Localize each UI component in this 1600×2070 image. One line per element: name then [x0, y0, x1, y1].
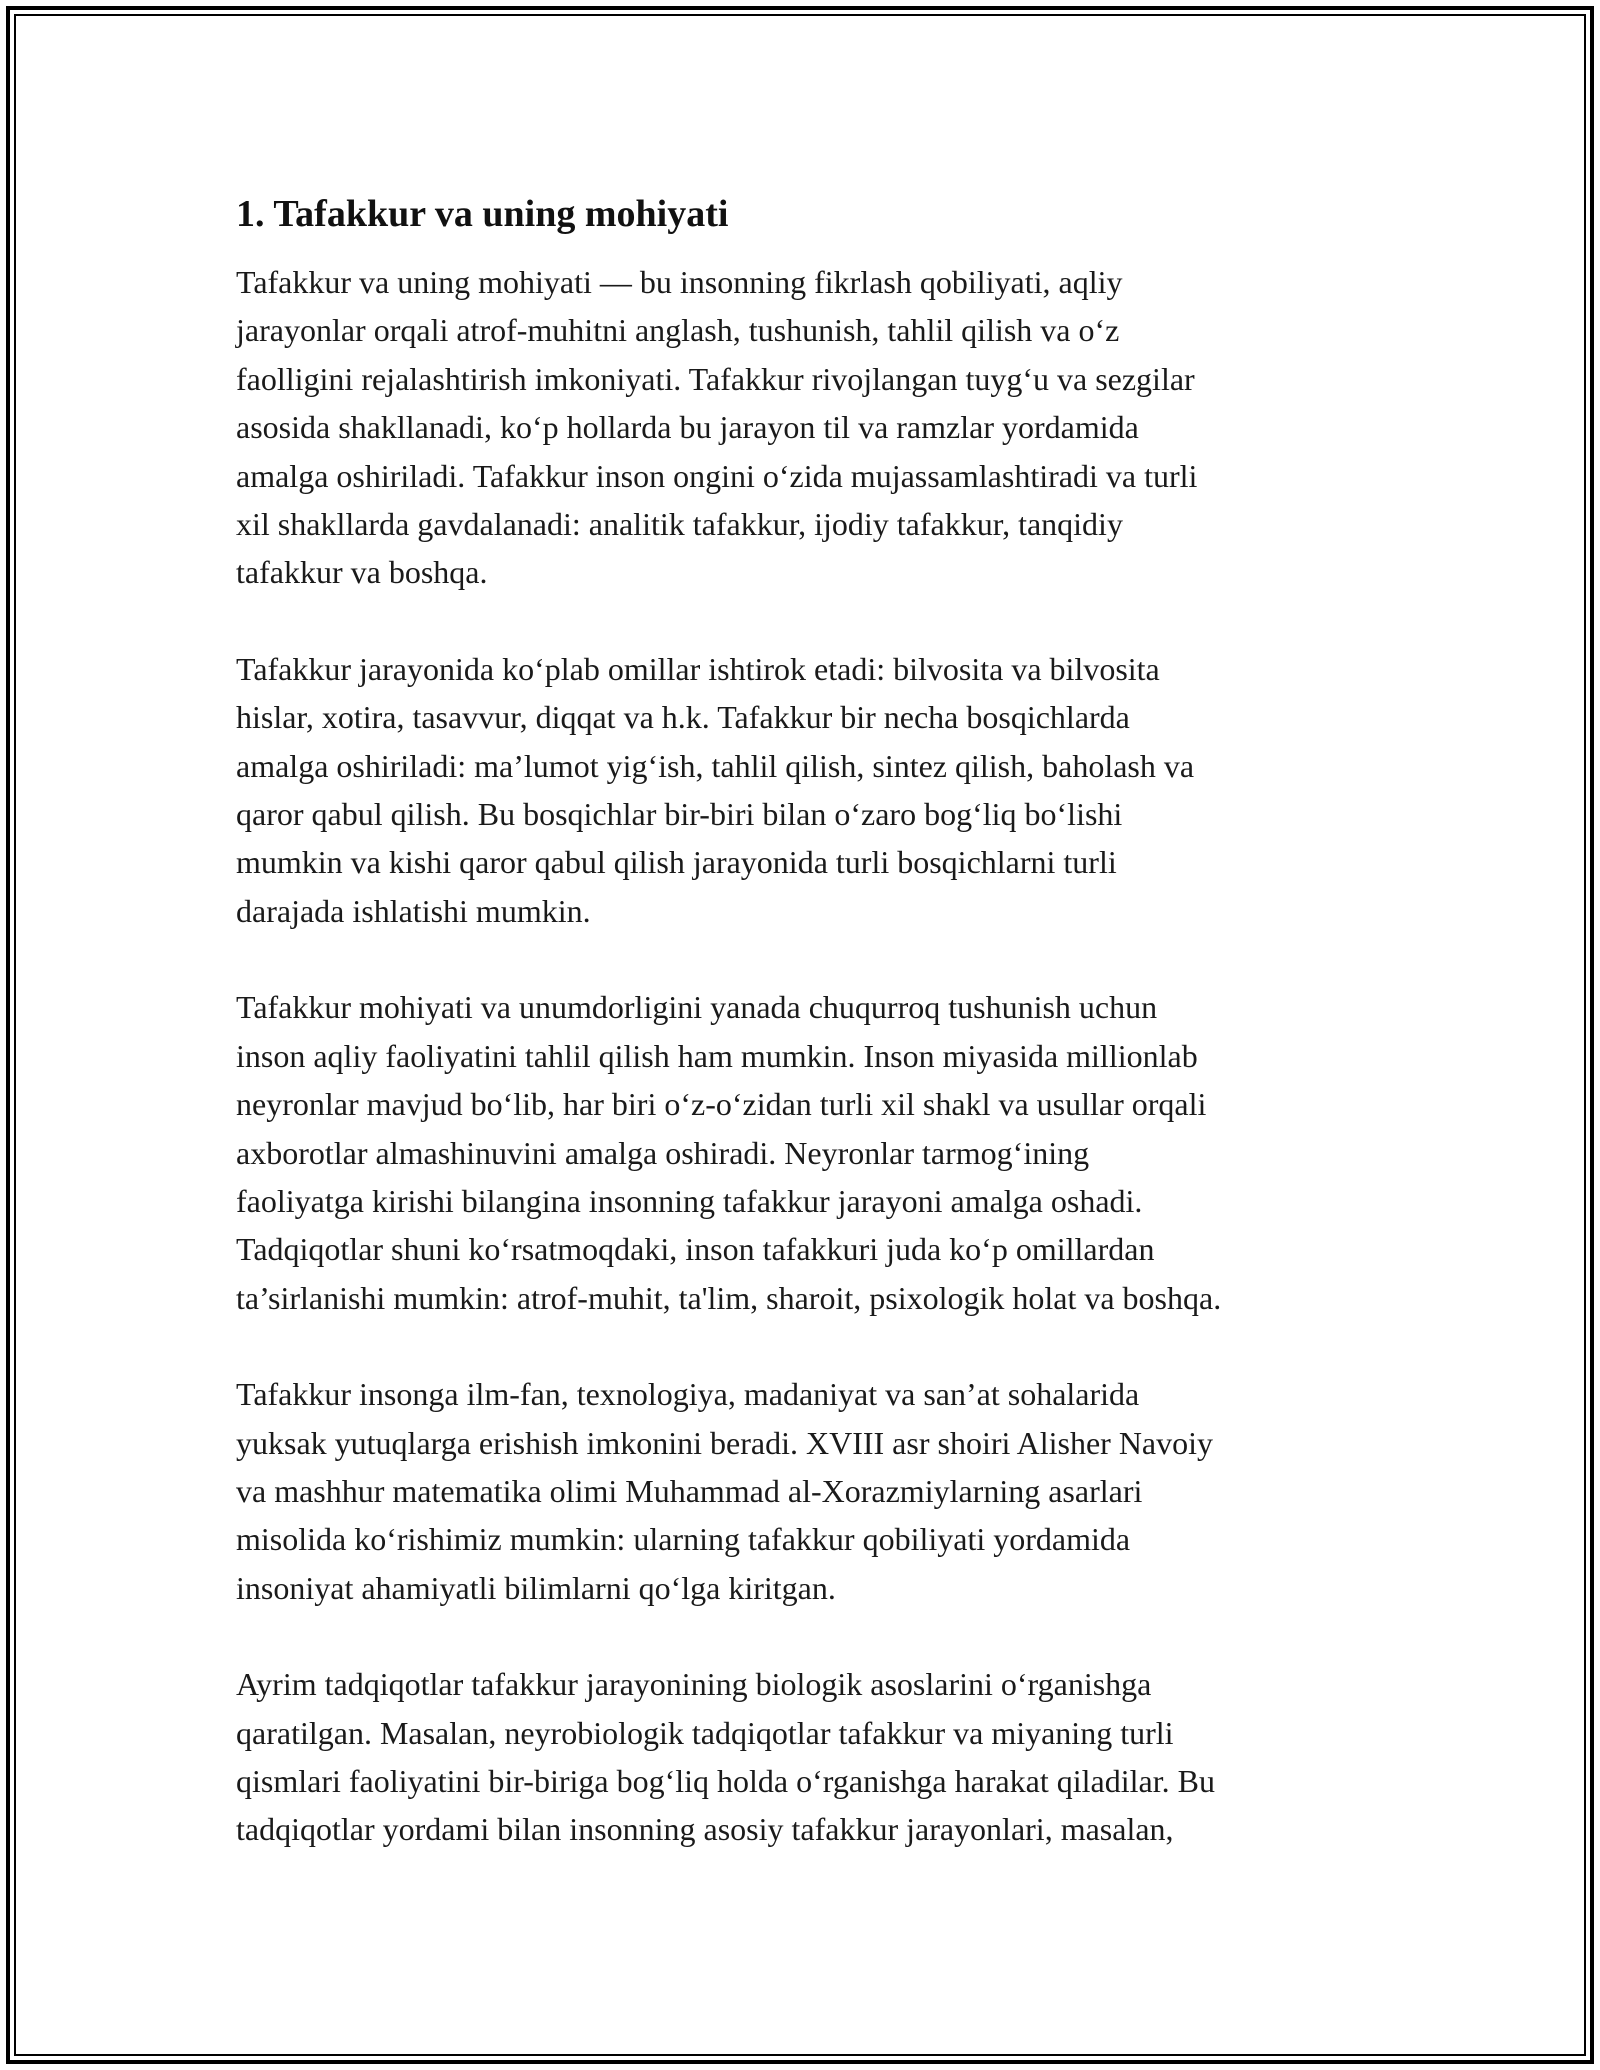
paragraph-line: Tafakkur insonga ilm-fan, texnologiya, madaniyat va san’at sohalarida	[236, 1376, 1140, 1413]
paragraph-line: insoniyat ahamiyatli bilimlarni qo‘lga kiritgan.	[236, 1569, 836, 1606]
paragraph-line: Tafakkur jarayonida ko‘plab omillar ishtirok etadi: bilvosita va bilvosita	[236, 650, 1160, 687]
paragraph-line: asosida shakllanadi, ko‘p hollarda bu jarayon til va ramzlar yordamida	[236, 409, 1139, 446]
paragraph-line: ta’sirlanishi mumkin: atrof-muhit, ta'lim, sharoit, psixologik holat va boshqa.	[236, 1279, 1222, 1316]
paragraph-line: neyronlar mavjud bo‘lib, har biri o‘z-o‘zidan turli xil shakl va usullar orqali	[236, 1086, 1207, 1123]
paragraph-line: va mashhur matematika olimi Muhammad al-Xorazmiylarning asarlari	[236, 1472, 1143, 1509]
paragraph-line: jarayonlar orqali atrof-muhitni anglash, tushunish, tahlil qilish va o‘z	[236, 312, 1120, 349]
paragraph	[236, 258, 1396, 597]
paragraph-line: yuksak yutuqlarga erishish imkonini beradi. XVIII asr shoiri Alisher Navoiy	[236, 1424, 1214, 1461]
paragraph-line: axborotlar almashinuvini amalga oshiradi. Neyronlar tarmog‘ining	[236, 1134, 1090, 1171]
paragraph-line: amalga oshiriladi. Tafakkur inson ongini o‘zida mujassamlashtiradi va turli	[236, 457, 1198, 494]
paragraph-line: inson aqliy faoliyatini tahlil qilish ham mumkin. Inson miyasida millionlab	[236, 1037, 1198, 1074]
paragraph-line: faolligini rejalashtirish imkoniyati. Tafakkur rivojlangan tuyg‘u va sezgilar	[236, 360, 1195, 397]
section-heading: 1. Tafakkur va uning mohiyati	[236, 193, 729, 235]
paragraph-line: mumkin va kishi qaror qabul qilish jarayonida turli bosqichlarni turli	[236, 844, 1117, 881]
paragraph-line: qaror qabul qilish. Bu bosqichlar bir-biri bilan o‘zaro bog‘liq bo‘lishi	[236, 796, 1123, 833]
paragraph-line: hislar, xotira, tasavvur, diqqat va h.k. Tafakkur bir necha bosqichlarda	[236, 699, 1130, 736]
paragraph	[236, 1660, 1396, 1854]
paragraph-line: Tafakkur mohiyati va unumdorligini yanada chuqurroq tushunish uchun	[236, 989, 1158, 1026]
paragraph-line: tadqiqotlar yordami bilan insonning asosiy tafakkur jarayonlari, masalan,	[236, 1811, 1174, 1848]
document-body	[236, 186, 1396, 1902]
paragraph-line: Tafakkur va uning mohiyati — bu insonning fikrlash qobiliyati, aqliy	[236, 264, 1123, 300]
paragraph-line: xil shakllarda gavdalanadi: analitik tafakkur, ijodiy tafakkur, tanqidiy	[236, 506, 1123, 543]
paragraph-line: amalga oshiriladi: ma’lumot yig‘ish, tahlil qilish, sintez qilish, baholash va	[236, 747, 1195, 784]
paragraph	[236, 645, 1396, 935]
paragraph-line: tafakkur va boshqa.	[236, 554, 488, 591]
paragraph-line: Tadqiqotlar shuni ko‘rsatmoqdaki, inson tafakkuri juda ko‘p omillardan	[236, 1231, 1155, 1268]
paragraph-line: misolida ko‘rishimiz mumkin: ularning tafakkur qobiliyati yordamida	[236, 1521, 1131, 1558]
paragraph-line: Ayrim tadqiqotlar tafakkur jarayonining biologik asoslarini o‘rganishga	[236, 1666, 1152, 1703]
paragraph-line: qismlari faoliyatini bir-biriga bog‘liq holda o‘rganishga harakat qiladilar. Bu	[236, 1762, 1215, 1799]
paragraph	[236, 1370, 1396, 1612]
paragraph-line: qaratilgan. Masalan, neyrobiologik tadqiqotlar tafakkur va miyaning turli	[236, 1714, 1174, 1751]
paragraph-line: darajada ishlatishi mumkin.	[236, 892, 591, 929]
paragraph-line: faoliyatga kirishi bilangina insonning tafakkur jarayoni amalga oshadi.	[236, 1182, 1143, 1219]
paragraph	[236, 983, 1396, 1322]
paragraph-list	[236, 258, 1396, 1854]
